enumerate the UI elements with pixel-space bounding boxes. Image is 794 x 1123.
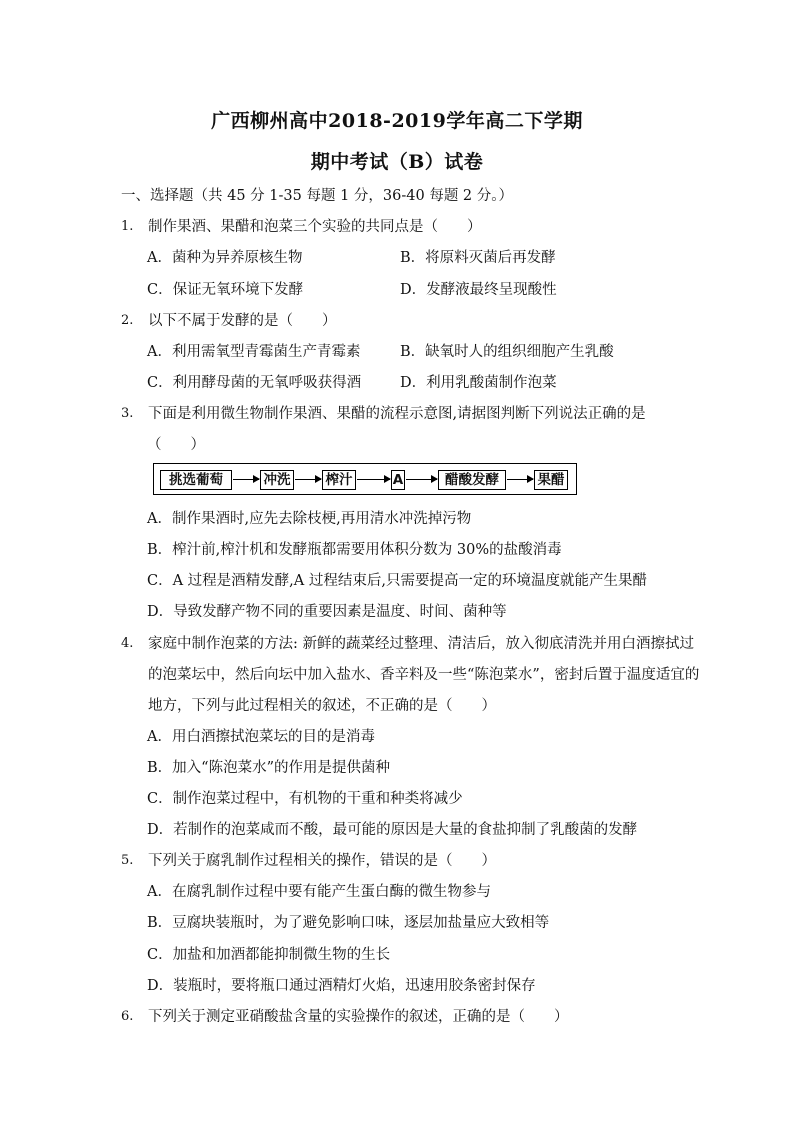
option-c: C．A 过程是酒精发酵,A 过程结束后,只需要提高一定的环境温度就能产生果醋 xyxy=(147,573,647,589)
option-b: B．缺氧时人的组织细胞产生乳酸 xyxy=(400,344,614,360)
flow-arrow xyxy=(406,479,437,480)
option-a: A．用白酒擦拭泡菜坛的目的是消毒 xyxy=(147,729,375,745)
flow-step-vinegar: 果醋 xyxy=(534,470,568,490)
flow-arrow xyxy=(233,479,259,480)
question-stem: 以下不属于发酵的是（ ） xyxy=(148,313,337,329)
question-stem: 下列关于腐乳制作过程相关的操作，错误的是（ ） xyxy=(148,853,496,869)
question-stem-continued: 的泡菜坛中，然后向坛中加入盐水、香辛料及一些“陈泡菜水”，密封后置于温度适宜的 xyxy=(148,667,700,683)
option-a: A．菌种为异养原核生物 xyxy=(147,250,303,266)
option-a: A．制作果酒时,应先去除枝梗,再用清水冲洗掉污物 xyxy=(147,511,472,527)
option-c: C．利用酵母菌的无氧呼吸获得酒 xyxy=(147,375,362,391)
exam-title-line2: 期中考试（B）试卷 xyxy=(310,151,484,173)
question-number: 4. xyxy=(121,636,134,651)
section-heading: 一、选择题（共 45 分 1-35 每题 1 分，36-40 每题 2 分。） xyxy=(121,188,514,204)
option-a: A．在腐乳制作过程中要有能产生蛋白酶的微生物参与 xyxy=(147,884,491,900)
option-b: B．榨汁前,榨汁机和发酵瓶都需要用体积分数为 30%的盐酸消毒 xyxy=(147,542,562,558)
option-d: D．若制作的泡菜咸而不酸，最可能的原因是大量的食盐抑制了乳酸菌的发酵 xyxy=(147,822,638,838)
exam-title-line1: 广西柳州高中2018-2019学年高二下学期 xyxy=(211,110,583,132)
question-number: 3. xyxy=(121,406,134,421)
question-stem: 下列关于测定亚硝酸盐含量的实验操作的叙述，正确的是（ ） xyxy=(148,1009,569,1025)
option-c: C．加盐和加酒都能抑制微生物的生长 xyxy=(147,947,391,963)
flow-step-juice: 榨汁 xyxy=(322,470,356,490)
flow-step-acetic-fermentation: 醋酸发酵 xyxy=(438,470,506,490)
question-stem: 下面是利用微生物制作果酒、果醋的流程示意图,请据图判断下列说法正确的是 xyxy=(148,406,646,422)
option-d: D．发酵液最终呈现酸性 xyxy=(400,282,557,298)
option-d: D．利用乳酸菌制作泡菜 xyxy=(400,375,557,391)
option-b: B．将原料灭菌后再发酵 xyxy=(400,250,556,266)
flow-diagram xyxy=(153,463,577,495)
question-stem: 家庭中制作泡菜的方法: 新鲜的蔬菜经过整理、清洁后，放入彻底清洗并用白酒擦拭过 xyxy=(148,636,694,652)
question-stem: 制作果酒、果醋和泡菜三个实验的共同点是（ ） xyxy=(148,219,482,235)
option-a: A．利用需氧型青霉菌生产青霉素 xyxy=(147,344,361,360)
option-b: B．豆腐块装瓶时，为了避免影响口味，逐层加盐量应大致相等 xyxy=(147,915,550,931)
flow-arrow xyxy=(357,479,390,480)
flow-step-a: A xyxy=(392,472,404,488)
question-number: 5. xyxy=(121,853,134,868)
flow-arrow xyxy=(507,479,533,480)
flow-arrow xyxy=(295,479,321,480)
option-d: D．导致发酵产物不同的重要因素是温度、时间、菌种等 xyxy=(147,604,507,620)
option-b: B．加入“陈泡菜水”的作用是提供菌种 xyxy=(147,760,390,776)
flow-step-select-grapes: 挑选葡萄 xyxy=(160,470,232,490)
flow-step-rinse: 冲洗 xyxy=(260,470,294,490)
option-c: C．制作泡菜过程中，有机物的干重和种类将减少 xyxy=(147,791,463,807)
option-d: D．装瓶时，要将瓶口通过酒精灯火焰，迅速用胶条密封保存 xyxy=(147,978,536,994)
question-stem-continued: （ ） xyxy=(147,437,205,453)
option-c: C．保证无氧环境下发酵 xyxy=(147,282,304,298)
question-number: 2. xyxy=(121,313,134,328)
question-number: 6. xyxy=(121,1009,134,1024)
question-number: 1. xyxy=(121,219,134,234)
question-stem-continued: 地方，下列与此过程相关的叙述，不正确的是（ ） xyxy=(148,698,496,714)
